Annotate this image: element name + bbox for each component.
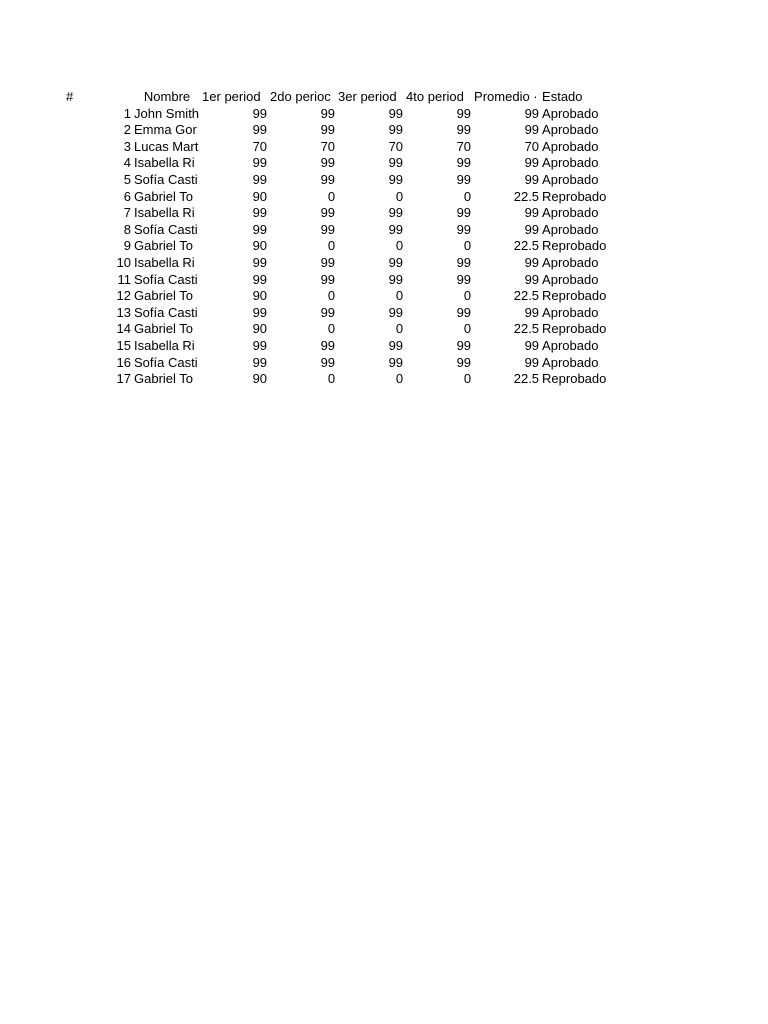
cell-period-3: 99 bbox=[388, 271, 404, 287]
cell-nombre: Isabella Ri bbox=[134, 205, 195, 221]
cell-period-4: 70 bbox=[456, 138, 472, 154]
cell-period-4: 0 bbox=[463, 288, 472, 304]
cell-period-3: 99 bbox=[388, 337, 404, 353]
cell-period-1: 99 bbox=[252, 354, 268, 370]
cell-period-3: 70 bbox=[388, 138, 404, 154]
cell-period-2: 99 bbox=[320, 221, 336, 237]
cell-number: 13 bbox=[116, 304, 131, 320]
cell-period-1: 99 bbox=[252, 122, 268, 138]
cell-period-2: 0 bbox=[327, 188, 336, 204]
cell-promedio: 99 bbox=[524, 354, 540, 370]
cell-period-1: 99 bbox=[252, 254, 268, 270]
cell-promedio: 99 bbox=[524, 105, 540, 121]
cell-period-3: 0 bbox=[395, 288, 404, 304]
table-row bbox=[65, 172, 614, 189]
cell-period-1: 99 bbox=[252, 155, 268, 171]
cell-promedio: 99 bbox=[524, 155, 540, 171]
cell-nombre: Emma Gor bbox=[134, 122, 197, 138]
cell-period-2: 99 bbox=[320, 271, 336, 287]
table-row bbox=[65, 305, 614, 322]
cell-period-3: 99 bbox=[388, 205, 404, 221]
cell-period-1: 99 bbox=[252, 271, 268, 287]
grades-table bbox=[65, 89, 614, 388]
cell-number: 2 bbox=[123, 122, 131, 138]
spreadsheet bbox=[65, 89, 614, 388]
table-row bbox=[65, 338, 614, 355]
cell-promedio: 70 bbox=[524, 138, 540, 154]
cell-estado: Aprobado bbox=[542, 105, 599, 121]
cell-nombre: Sofía Casti bbox=[134, 304, 198, 320]
cell-nombre: Lucas Mart bbox=[134, 138, 199, 154]
table-row bbox=[65, 106, 614, 123]
table-row bbox=[65, 371, 614, 388]
cell-nombre: Gabriel To bbox=[134, 321, 194, 337]
cell-number: 6 bbox=[123, 188, 131, 204]
cell-period-4: 99 bbox=[456, 254, 472, 270]
cell-period-3: 99 bbox=[388, 155, 404, 171]
cell-period-4: 99 bbox=[456, 271, 472, 287]
cell-period-2: 0 bbox=[327, 321, 336, 337]
header-number: # bbox=[66, 89, 74, 104]
header-promedio: Promedio · bbox=[474, 89, 538, 104]
cell-promedio: 99 bbox=[524, 254, 540, 270]
cell-promedio: 22.5 bbox=[513, 188, 540, 204]
cell-period-4: 99 bbox=[456, 304, 472, 320]
cell-number: 7 bbox=[123, 205, 131, 221]
cell-period-1: 90 bbox=[252, 188, 268, 204]
header-estado: Estado bbox=[542, 89, 583, 104]
cell-period-2: 99 bbox=[320, 205, 336, 221]
cell-promedio: 99 bbox=[524, 205, 540, 221]
cell-period-3: 99 bbox=[388, 171, 404, 187]
cell-period-2: 99 bbox=[320, 171, 336, 187]
header-row bbox=[65, 89, 614, 106]
header-period-1: 1er period bbox=[202, 89, 261, 104]
table-row bbox=[65, 155, 614, 172]
cell-period-1: 99 bbox=[252, 105, 268, 121]
cell-estado: Reprobado bbox=[542, 321, 607, 337]
cell-estado: Aprobado bbox=[542, 155, 599, 171]
cell-period-1: 90 bbox=[252, 288, 268, 304]
cell-period-2: 99 bbox=[320, 105, 336, 121]
cell-nombre: Gabriel To bbox=[134, 288, 194, 304]
cell-number: 5 bbox=[123, 171, 131, 187]
cell-period-2: 99 bbox=[320, 254, 336, 270]
cell-period-1: 90 bbox=[252, 371, 268, 387]
cell-estado: Aprobado bbox=[542, 337, 599, 353]
cell-estado: Reprobado bbox=[542, 188, 607, 204]
cell-number: 12 bbox=[116, 288, 131, 304]
cell-nombre: Gabriel To bbox=[134, 188, 194, 204]
cell-promedio: 99 bbox=[524, 337, 540, 353]
cell-period-1: 99 bbox=[252, 205, 268, 221]
table-row bbox=[65, 321, 614, 338]
cell-promedio: 99 bbox=[524, 271, 540, 287]
cell-nombre: Isabella Ri bbox=[134, 254, 195, 270]
cell-number: 4 bbox=[123, 155, 131, 171]
cell-period-4: 99 bbox=[456, 155, 472, 171]
cell-promedio: 22.5 bbox=[513, 238, 540, 254]
cell-period-4: 99 bbox=[456, 221, 472, 237]
cell-estado: Aprobado bbox=[542, 122, 599, 138]
cell-period-2: 0 bbox=[327, 371, 336, 387]
header-period-3: 3er period bbox=[338, 89, 397, 104]
cell-period-1: 99 bbox=[252, 221, 268, 237]
cell-period-2: 99 bbox=[320, 337, 336, 353]
cell-period-3: 0 bbox=[395, 371, 404, 387]
table-row bbox=[65, 255, 614, 272]
cell-nombre: Sofía Casti bbox=[134, 271, 198, 287]
cell-estado: Aprobado bbox=[542, 138, 599, 154]
cell-number: 15 bbox=[116, 337, 131, 353]
table-row bbox=[65, 272, 614, 289]
table-row bbox=[65, 288, 614, 305]
cell-promedio: 99 bbox=[524, 221, 540, 237]
cell-period-4: 99 bbox=[456, 122, 472, 138]
table-row bbox=[65, 122, 614, 139]
cell-period-3: 99 bbox=[388, 254, 404, 270]
cell-number: 8 bbox=[123, 221, 131, 237]
cell-period-3: 99 bbox=[388, 122, 404, 138]
cell-estado: Aprobado bbox=[542, 271, 599, 287]
table-row bbox=[65, 355, 614, 372]
cell-period-2: 99 bbox=[320, 304, 336, 320]
cell-period-4: 0 bbox=[463, 371, 472, 387]
cell-period-3: 99 bbox=[388, 354, 404, 370]
cell-nombre: Sofía Casti bbox=[134, 221, 198, 237]
cell-nombre: Isabella Ri bbox=[134, 155, 195, 171]
cell-number: 17 bbox=[116, 371, 131, 387]
cell-estado: Aprobado bbox=[542, 354, 599, 370]
cell-nombre: Gabriel To bbox=[134, 238, 194, 254]
cell-period-1: 70 bbox=[252, 138, 268, 154]
cell-number: 14 bbox=[116, 321, 131, 337]
cell-estado: Reprobado bbox=[542, 371, 607, 387]
cell-period-1: 99 bbox=[252, 337, 268, 353]
cell-number: 9 bbox=[123, 238, 131, 254]
header-nombre: Nombre bbox=[143, 89, 191, 104]
cell-period-1: 99 bbox=[252, 171, 268, 187]
cell-promedio: 22.5 bbox=[513, 321, 540, 337]
cell-period-4: 0 bbox=[463, 238, 472, 254]
cell-nombre: Sofía Casti bbox=[134, 354, 198, 370]
cell-estado: Reprobado bbox=[542, 288, 607, 304]
cell-period-3: 0 bbox=[395, 188, 404, 204]
cell-nombre: Sofía Casti bbox=[134, 171, 198, 187]
cell-period-3: 0 bbox=[395, 238, 404, 254]
cell-promedio: 22.5 bbox=[513, 288, 540, 304]
cell-promedio: 99 bbox=[524, 304, 540, 320]
cell-period-1: 90 bbox=[252, 321, 268, 337]
cell-promedio: 22.5 bbox=[513, 371, 540, 387]
cell-period-2: 0 bbox=[327, 288, 336, 304]
cell-estado: Aprobado bbox=[542, 254, 599, 270]
cell-promedio: 99 bbox=[524, 171, 540, 187]
cell-estado: Aprobado bbox=[542, 205, 599, 221]
cell-period-3: 99 bbox=[388, 105, 404, 121]
table-row bbox=[65, 222, 614, 239]
cell-number: 3 bbox=[123, 138, 131, 154]
cell-period-3: 0 bbox=[395, 321, 404, 337]
cell-period-2: 70 bbox=[320, 138, 336, 154]
cell-period-1: 90 bbox=[252, 238, 268, 254]
table-row bbox=[65, 139, 614, 156]
table-row bbox=[65, 205, 614, 222]
cell-period-4: 0 bbox=[463, 188, 472, 204]
cell-period-2: 99 bbox=[320, 155, 336, 171]
cell-period-4: 99 bbox=[456, 105, 472, 121]
cell-period-3: 99 bbox=[388, 221, 404, 237]
cell-number: 16 bbox=[116, 354, 131, 370]
cell-period-4: 0 bbox=[463, 321, 472, 337]
cell-nombre: Gabriel To bbox=[134, 371, 194, 387]
cell-period-1: 99 bbox=[252, 304, 268, 320]
cell-number: 10 bbox=[116, 254, 131, 270]
cell-nombre: John Smith bbox=[134, 105, 200, 121]
cell-estado: Reprobado bbox=[542, 238, 607, 254]
cell-estado: Aprobado bbox=[542, 171, 599, 187]
cell-period-2: 99 bbox=[320, 354, 336, 370]
cell-period-4: 99 bbox=[456, 354, 472, 370]
cell-number: 11 bbox=[117, 271, 131, 287]
cell-nombre: Isabella Ri bbox=[134, 337, 195, 353]
cell-promedio: 99 bbox=[524, 122, 540, 138]
cell-number: 1 bbox=[123, 105, 131, 121]
table-body bbox=[65, 106, 614, 388]
cell-period-4: 99 bbox=[456, 205, 472, 221]
cell-period-4: 99 bbox=[456, 171, 472, 187]
table-row bbox=[65, 189, 614, 206]
cell-estado: Aprobado bbox=[542, 221, 599, 237]
cell-estado: Aprobado bbox=[542, 304, 599, 320]
cell-period-2: 0 bbox=[327, 238, 336, 254]
header-period-2: 2do perioc bbox=[270, 89, 331, 104]
cell-period-2: 99 bbox=[320, 122, 336, 138]
cell-period-4: 99 bbox=[456, 337, 472, 353]
cell-period-3: 99 bbox=[388, 304, 404, 320]
table-row bbox=[65, 238, 614, 255]
header-period-4: 4to period bbox=[406, 89, 464, 104]
